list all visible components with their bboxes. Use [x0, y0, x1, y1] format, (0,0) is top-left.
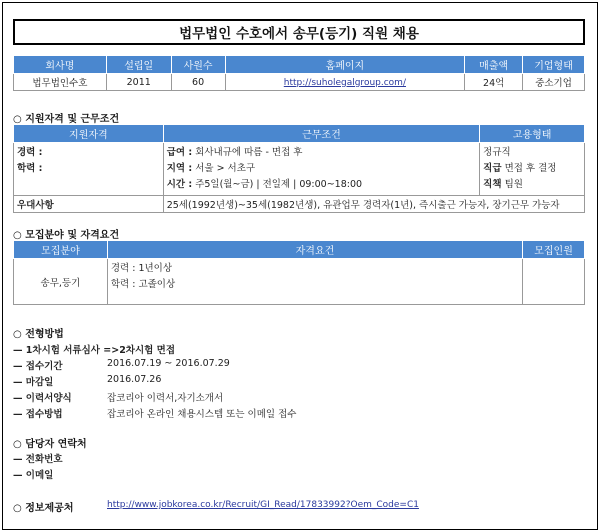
career-label: 경력 :: [17, 147, 43, 158]
recruitment-table: [13, 240, 585, 305]
qualification-cell: [14, 143, 164, 196]
process-item-value: 잡코리아 이력서,자기소개서: [107, 393, 224, 404]
process-item: [13, 390, 223, 404]
recruitment-header-row: [14, 241, 585, 259]
rank-label: 직급: [483, 163, 502, 174]
process-item-value: 2016.07.26: [107, 374, 162, 385]
qualification-header-row: [14, 125, 585, 143]
section-contact-heading: ○ 담당자 연락처: [13, 439, 87, 450]
company-info-table: [13, 55, 585, 91]
process-item-label: — 마감일: [13, 377, 54, 388]
header-headcount: 모집인원: [523, 241, 585, 259]
section-process-heading: ○ 전형방법: [13, 329, 64, 340]
recruitment-field: 송무,등기: [14, 259, 108, 305]
rank-value: 면접 후 결정: [504, 163, 557, 174]
requirement-education: 학력 : 고졸이상: [110, 279, 176, 290]
contact-email-label: — 이메일: [13, 470, 54, 481]
homepage-link[interactable]: http://suholegalgroup.com/: [283, 77, 406, 88]
process-line: — 1차시험 서류심사 =>2차시험 면접: [13, 345, 175, 356]
position-value: 팀원: [504, 179, 523, 190]
qualification-table: [13, 124, 585, 213]
employee-count: 60: [171, 74, 225, 91]
qualification-body-row: [14, 143, 585, 196]
section-qualification-heading: ○ 지원자격 및 근무조건: [13, 114, 120, 125]
headcount-value: [523, 259, 585, 305]
region-label: 지역 :: [166, 163, 193, 174]
header-revenue: 매출액: [465, 56, 523, 74]
preference-label: 우대사항: [14, 196, 164, 213]
salary-label: 급여 :: [166, 147, 193, 158]
header-conditions: 근무조건: [163, 125, 479, 143]
conditions-cell: [163, 143, 479, 196]
header-employment-type: 고용형태: [480, 125, 585, 143]
recruitment-body-row: [14, 259, 585, 305]
salary-value: 회사내규에 따름 - 면접 후: [195, 147, 303, 158]
rank-line: [483, 161, 581, 177]
company-type: 중소기업: [523, 74, 585, 91]
section-source-heading: ○ 정보제공처: [13, 503, 74, 514]
requirement-career: 경력 : 1년이상: [110, 263, 173, 274]
header-employees: 사원수: [171, 56, 225, 74]
requirements-cell: [107, 259, 522, 305]
process-item-value: 2016.07.19 ~ 2016.07.29: [107, 358, 230, 369]
process-item: [13, 374, 161, 388]
process-item-value: 잡코리아 온라인 채용시스템 또는 이메일 접수: [107, 409, 297, 420]
employment-value: 정규직: [483, 147, 511, 158]
salary-line: [167, 145, 476, 161]
header-qualification: 지원자격: [14, 125, 164, 143]
education-label: 학력 :: [17, 163, 43, 174]
position-label: 직책: [483, 179, 502, 190]
company-name: 법무법인수호: [14, 74, 107, 91]
company-header-row: [14, 56, 585, 74]
section-recruitment-heading: ○ 모집분야 및 자격요건: [13, 230, 120, 241]
time-label: 시간 :: [166, 179, 193, 190]
page-title: 법무법인 수호에서 송무(등기) 직원 채용: [13, 19, 585, 45]
contact-phone-label: — 전화번호: [13, 454, 63, 465]
header-homepage: 홈페이지: [225, 56, 465, 74]
homepage-cell: [225, 74, 465, 91]
preference-value: 25세(1992년생)~35세(1982년생), 유관업무 경력자(1년), 즉시출근 가능자, 장기근무 가능자: [163, 196, 584, 213]
time-line: [167, 177, 476, 193]
header-company-name: 회사명: [14, 56, 107, 74]
revenue: 24억: [465, 74, 523, 91]
header-founded: 설립일: [106, 56, 171, 74]
company-value-row: [14, 74, 585, 91]
founded-year: 2011: [106, 74, 171, 91]
header-requirements: 자격요건: [107, 241, 522, 259]
time-value: 주5일(월~금) | 전일제 | 09:00~18:00: [195, 179, 363, 190]
process-item: [13, 358, 230, 372]
header-field: 모집분야: [14, 241, 108, 259]
process-item-label: — 이력서양식: [13, 393, 72, 404]
process-item: [13, 406, 296, 420]
employment-cell: [480, 143, 585, 196]
process-item-label: — 접수기간: [13, 361, 63, 372]
region-line: [167, 161, 476, 177]
source-link[interactable]: http://www.jobkorea.co.kr/Recruit/GI_Read/17833992?Oem_Code=C1: [107, 500, 419, 510]
process-item-label: — 접수방법: [13, 409, 63, 420]
region-value: 서울 > 서초구: [195, 163, 256, 174]
position-line: [483, 177, 581, 193]
header-company-type: 기업형태: [523, 56, 585, 74]
job-posting-page: [2, 2, 598, 530]
preference-row: [14, 196, 585, 213]
